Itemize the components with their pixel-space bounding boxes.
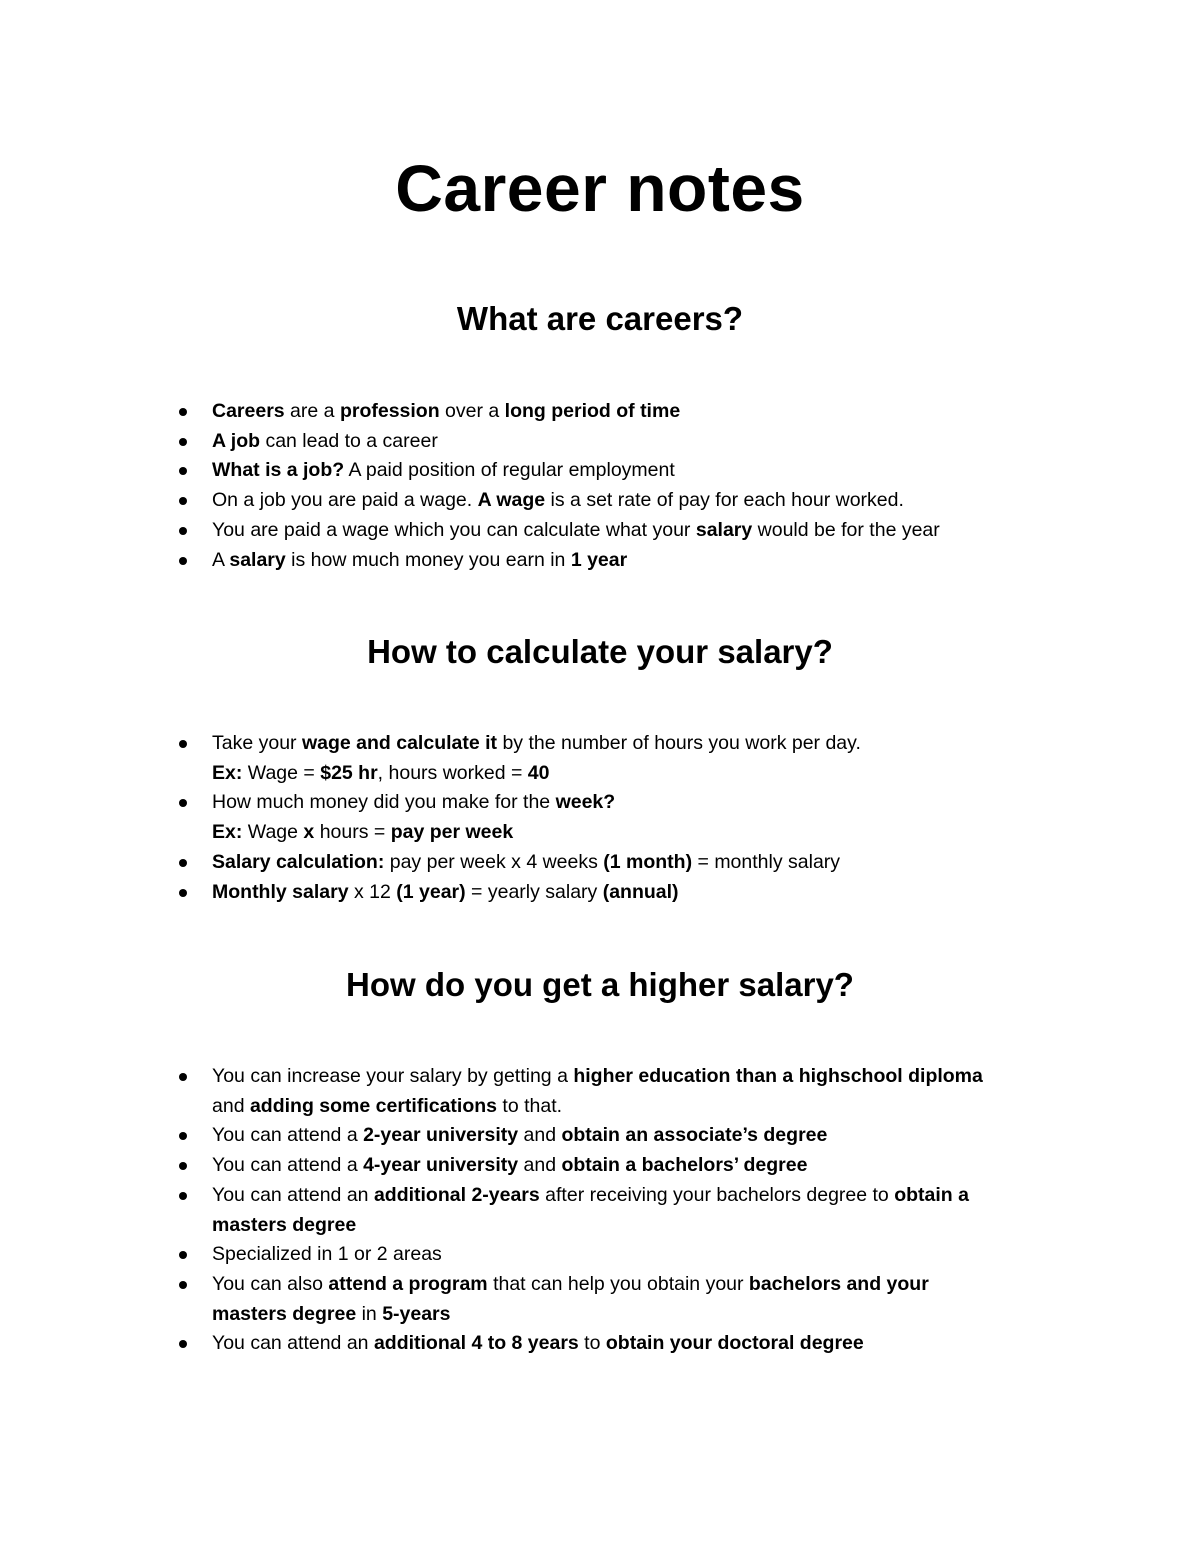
text: You can attend a: [212, 1154, 364, 1177]
list-item-line: [212, 1270, 1059, 1300]
bold-text: higher education than a highschool diploma: [573, 1065, 983, 1087]
list-item-line: [212, 759, 1059, 789]
list-item-line: [212, 546, 1059, 576]
list-item-line: [212, 427, 1059, 457]
list-item-line: [212, 848, 1059, 878]
list-item: [179, 546, 1059, 576]
list-item-line: [212, 1151, 1059, 1181]
section-heading-higher-salary: How do you get a higher salary?: [346, 966, 854, 1003]
text: Wage: [242, 821, 304, 844]
salary-calculation-bullet-list: [179, 729, 1059, 907]
bold-text: $25 hr: [320, 761, 378, 784]
bold-text: A wage: [477, 489, 546, 512]
text: You can attend an: [212, 1332, 374, 1355]
text: Wage =: [242, 761, 321, 784]
bold-text: (1 month): [603, 850, 693, 873]
list-item-line: [212, 1121, 1059, 1151]
list-item: [179, 1121, 1059, 1151]
list-item: [179, 1240, 1059, 1270]
list-item-line: [212, 1092, 1059, 1122]
list-item: [179, 427, 1059, 457]
list-item: [179, 1270, 1059, 1329]
bold-text: additional 2-years: [373, 1183, 540, 1206]
bold-text: Careers: [212, 400, 285, 422]
text: You can attend a: [212, 1124, 364, 1147]
bold-text: pay per week: [390, 821, 514, 844]
list-item-line: [212, 1240, 1059, 1270]
bold-text: attend a program: [328, 1272, 488, 1295]
text: and: [212, 1094, 250, 1117]
careers-bullet-list: [179, 397, 1059, 575]
bold-text: 40: [527, 761, 550, 784]
text: Take your: [212, 732, 302, 754]
text: over a: [439, 400, 505, 422]
bold-text: salary: [229, 548, 286, 571]
list-item-line: [212, 397, 1059, 427]
text: and: [518, 1154, 562, 1177]
text: hours =: [314, 821, 391, 844]
text: A: [212, 548, 230, 571]
text: are a: [284, 400, 340, 422]
text: after receiving your bachelors degree to: [539, 1183, 895, 1206]
bold-text: obtain your doctoral degree: [605, 1332, 864, 1355]
list-item: [179, 486, 1059, 516]
bold-text: Monthly salary: [212, 880, 349, 903]
section-heading-calculate-salary: How to calculate your salary?: [367, 633, 833, 670]
text: Specialized in 1 or 2 areas: [212, 1243, 442, 1266]
text: in: [356, 1302, 383, 1325]
list-item: [179, 878, 1059, 908]
list-item: [179, 1181, 1059, 1240]
text: You are paid a wage which you can calculate what your: [212, 518, 696, 541]
text: You can increase your salary by getting a: [212, 1065, 574, 1087]
bold-text: week?: [555, 791, 616, 814]
list-item: [179, 848, 1059, 878]
text: to: [578, 1332, 606, 1355]
page-title: Career notes: [395, 151, 805, 225]
text: is how much money you earn in: [285, 548, 571, 571]
list-item-line: [212, 1211, 1059, 1241]
bold-text: Ex:: [212, 821, 243, 844]
list-item-line: [212, 1300, 1059, 1330]
text: How much money did you make for the: [212, 791, 556, 814]
bold-text: adding some certifications: [249, 1094, 498, 1117]
list-item-line: [212, 1329, 1059, 1359]
bold-text: long period of time: [504, 400, 681, 422]
list-item-line: [212, 1181, 1059, 1211]
text: x 12: [348, 880, 397, 903]
bold-text: (annual): [602, 880, 679, 903]
bold-text: obtain a bachelors’ degree: [561, 1154, 808, 1177]
bold-text: masters degree: [212, 1213, 357, 1236]
text: , hours worked =: [377, 761, 528, 784]
list-item-line: [212, 878, 1059, 908]
text: is a set rate of pay for each hour worked.: [545, 489, 904, 512]
text: You can also: [212, 1272, 329, 1295]
bold-text: obtain an associate’s degree: [561, 1124, 828, 1147]
bold-text: bachelors and your: [748, 1272, 929, 1295]
list-item-line: [212, 1062, 1059, 1092]
bold-text: What is a job?: [212, 459, 345, 482]
list-item: [179, 788, 1059, 847]
list-item: [179, 456, 1059, 486]
bold-text: 1 year: [570, 548, 628, 571]
higher-salary-bullet-list: [179, 1062, 1059, 1359]
list-item: [179, 729, 1059, 788]
text: pay per week x 4 weeks: [384, 850, 604, 873]
text: and: [518, 1124, 562, 1147]
text: On a job you are paid a wage.: [212, 489, 478, 512]
list-item-line: [212, 486, 1059, 516]
bold-text: Ex:: [212, 761, 243, 784]
bold-text: additional 4 to 8 years: [373, 1332, 579, 1355]
bold-text: Salary calculation:: [212, 850, 385, 873]
bold-text: 2-year university: [363, 1124, 519, 1147]
bold-text: A job: [212, 429, 261, 452]
bold-text: masters degree: [212, 1302, 357, 1325]
bold-text: 4-year university: [363, 1154, 519, 1177]
list-item: [179, 1329, 1059, 1359]
list-item-line: [212, 818, 1059, 848]
text: can lead to a career: [260, 429, 438, 452]
bold-text: x: [303, 821, 315, 844]
text: that can help you obtain your: [487, 1272, 749, 1295]
list-item-line: [212, 729, 1059, 759]
section-heading-what-are-careers: What are careers?: [456, 300, 744, 337]
text: by the number of hours you work per day.: [497, 732, 861, 754]
bold-text: profession: [339, 400, 440, 422]
list-item-line: [212, 516, 1059, 546]
text: A paid position of regular employment: [344, 459, 675, 482]
bold-text: wage and calculate it: [301, 732, 498, 754]
list-item-line: [212, 788, 1059, 818]
list-item: [179, 516, 1059, 546]
list-item: [179, 1062, 1059, 1121]
text: = monthly salary: [692, 850, 841, 873]
text: to that.: [497, 1094, 563, 1117]
list-item-line: [212, 456, 1059, 486]
list-item: [179, 1151, 1059, 1181]
text: = yearly salary: [465, 880, 603, 903]
list-item: [179, 397, 1059, 427]
bold-text: (1 year): [396, 880, 466, 903]
bold-text: salary: [695, 518, 753, 541]
bold-text: obtain a: [894, 1183, 969, 1206]
bold-text: 5-years: [382, 1302, 451, 1325]
text: would be for the year: [752, 518, 940, 541]
text: You can attend an: [212, 1183, 374, 1206]
